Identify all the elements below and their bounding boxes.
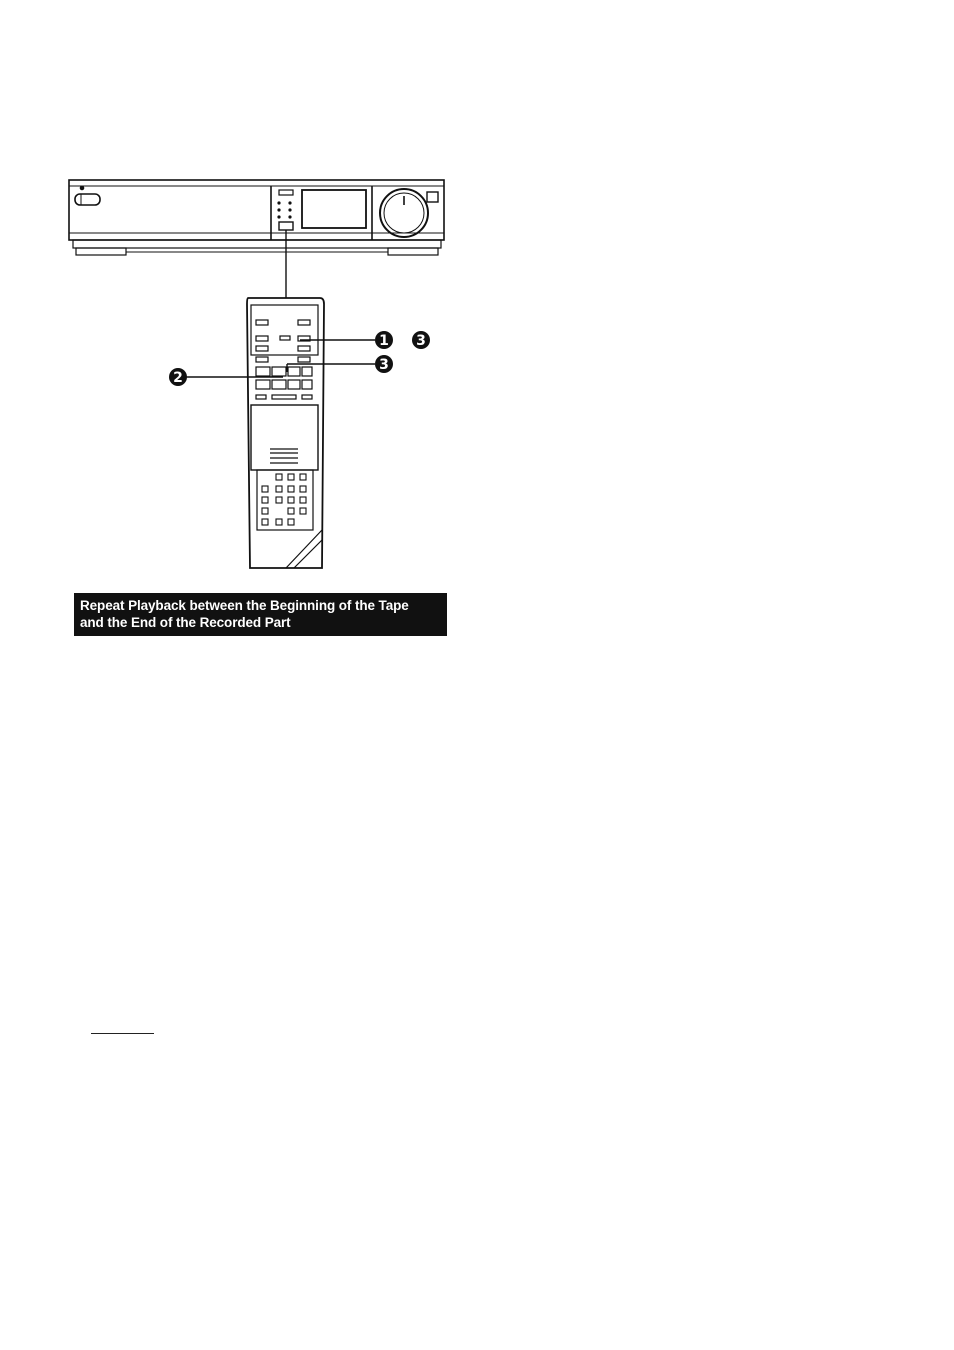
callout-3a [412,331,430,349]
svg-text:2: 2 [173,370,183,386]
remote-top-buttons [256,320,312,399]
callout-leaders [186,340,375,377]
remote-control [247,298,324,568]
svg-text:3: 3 [416,333,426,349]
vcr-and-remote-illustration [0,0,954,640]
callout-3b [375,355,393,373]
footnote-divider [91,1033,154,1034]
vcr-unit [69,180,444,255]
remote-number-pad [262,474,306,525]
section-heading-line-1: Repeat Playback between the Beginning of the Tape [80,598,409,613]
svg-text:3: 3 [379,357,389,373]
section-heading-line-2: and the End of the Recorded Part [80,615,291,630]
svg-text:1: 1 [379,333,389,349]
vcr-indicator-dots [277,201,291,218]
callout-2 [169,368,187,386]
section-heading [74,593,447,636]
callout-1 [375,331,393,349]
